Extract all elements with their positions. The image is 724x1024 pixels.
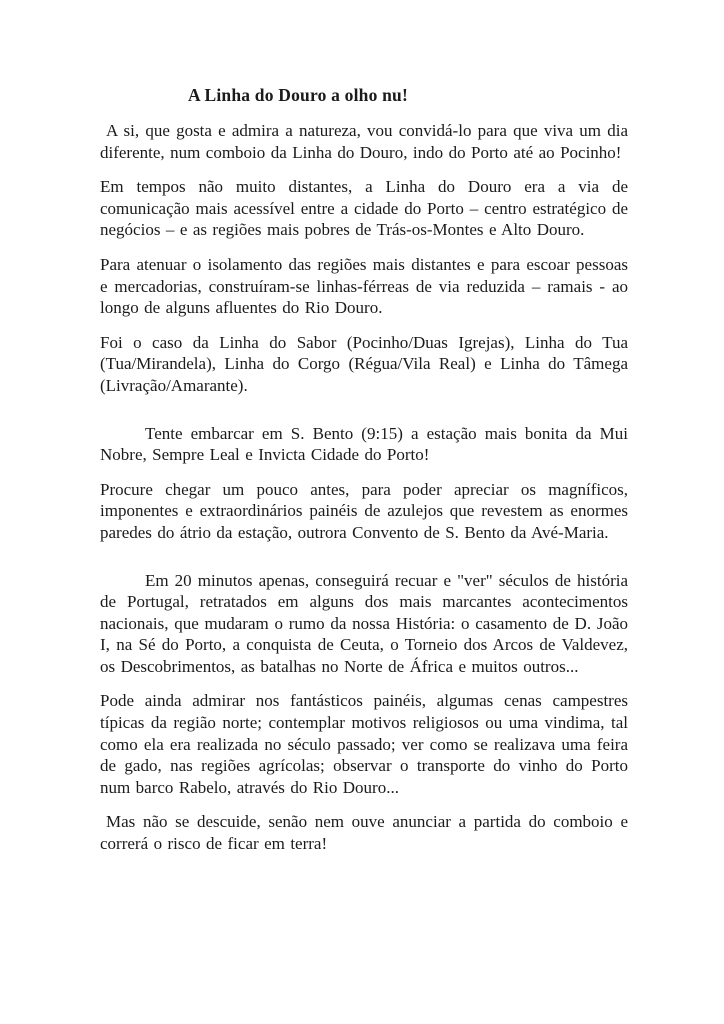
paragraph-pode-ainda-admirar: Pode ainda admirar nos fantásticos painéis, algumas cenas campestres típicas da região norte; contemplar motivos religiosos ou uma vindima, tal como ela era realizada no século passado; ver como se realizava uma feira de gado, nas regiões agrícolas; observar o transporte do vinho do Porto num barco Rabelo, através do Rio Douro... [100,691,628,797]
paragraph-foi-o-caso: Foi o caso da Linha do Sabor (Pocinho/Duas Igrejas), Linha do Tua (Tua/Mirandela), Linha do Corgo (Régua/Vila Real) e Linha do Tâmega (Livração/Amarante). [100,332,628,395]
paragraph-mas-nao-se-descuide: Mas não se descuide, senão nem ouve anunciar a partida do comboio e correrá o risco de ficar em terra! [100,812,628,854]
paragraph-em-tempos: Em tempos não muito distantes, a Linha do Douro era a via de comunicação mais acessível entre a cidade do Porto – centro estratégico de negócios – e as regiões mais pobres de Trás-os-Montes e Alto Douro. [100,177,628,240]
paragraph-procure-chegar: Procure chegar um pouco antes, para poder apreciar os magníficos, imponentes e extraordinários painéis de azulejos que revestem as enormes paredes do átrio da estação, outrora Convento de S. Bento da Avé-Maria. [100,479,628,542]
document-title: A Linha do Douro a olho nu! [188,85,409,105]
paragraph-intro: A si, que gosta e admira a natureza, vou convidá-lo para que viva um dia diferente, num comboio da Linha do Douro, indo do Porto até ao Pocinho! [100,121,628,162]
paragraph-para-atenuar: Para atenuar o isolamento das regiões mais distantes e para escoar pessoas e mercadorias, construíram-se linhas-férreas de via reduzida – ramais - ao longo de alguns afluentes do Rio Douro. [100,254,628,318]
paragraph-tente-embarcar: Tente embarcar em S. Bento (9:15) a estação mais bonita da Mui Nobre, Sempre Leal e Invicta Cidade do Porto! [100,423,628,465]
paragraph-em-20-minutos: Em 20 minutos apenas, conseguirá recuar e "ver" séculos de história de Portugal, retratados em alguns dos mais marcantes acontecimentos nacionais, que mudaram o rumo da nossa História: o casamento de D. João I, na Sé do Porto, a conquista de Ceuta, o Torneio dos Arcos de Valdevez, os Descobrimentos, as batalhas no Norte de África e muitos outros... [100,570,628,676]
document-content [100,84,628,868]
